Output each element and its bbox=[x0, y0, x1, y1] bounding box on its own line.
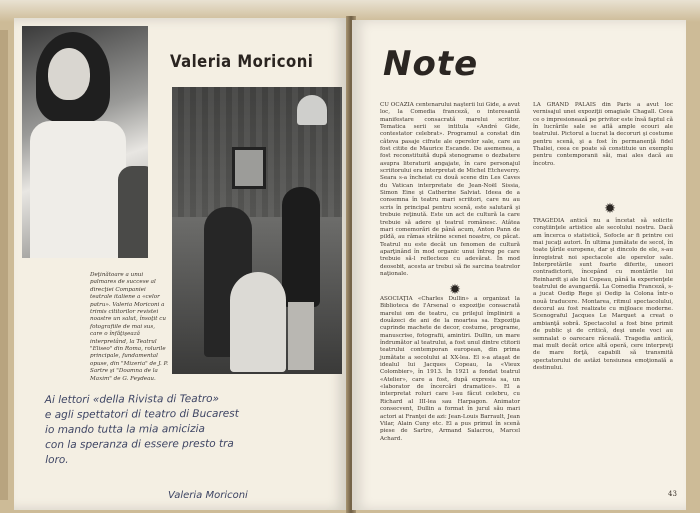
portrait-photo bbox=[22, 26, 148, 258]
page-edges bbox=[0, 30, 8, 500]
handwritten-line: io mando tutta la mia amicizia bbox=[44, 422, 205, 437]
handwritten-line: e agli spettatori di teatro di Bucarest bbox=[44, 407, 239, 422]
handwritten-line: loro. bbox=[45, 453, 69, 467]
article-title: Valeria Moriconi bbox=[170, 52, 314, 71]
ornament-icon: ✹ bbox=[604, 201, 616, 217]
note-dullin: ASOCIAŢIA «Charles Dullin» a organizat la Biblioteca de l'Arsenal o expoziţie consacrată marelui om de teatru, cu prilejul împlinirii a douăzeci de ani de la moartea sa. Expoziţia cuprinde machete de decor, costume, programe, manuscrise, fotografii, amintiri. Dullin, un mare îndrumător al teatrului, a fost unul dintre ctitorii teatrului contemporan european, din prima jumătate a secolului al XX-lea. El s-a ataşat de idealul lui Jacques Copeau, la «Vieux Colombier», în 1913. În 1921 a fondat teatrul «Atelier», care a fost, după expresia sa, un «laborator de încercări dramatice». El a interpretat roluri care l-au făcut celebru, cu Richard al III-lea sau Harpagon. Animator consecvent, Dullin a format în jurul său mari actori ai Franţei de azi: Jean-Louis Barrault, Jean Vilar, Alain Cuny etc. El a pus primul în scenă piese de Sartre, Armand Salacrou, Marcel Achard. bbox=[380, 296, 520, 442]
page-number: 43 bbox=[668, 490, 677, 498]
handwritten-note bbox=[45, 391, 346, 468]
photo-caption: Deţinătoare a unui palmares de succese al direcţiei Companiei teatrale italiene a «celor patru». Valeria Moriconi a trimis cititorilor revistei noastre un salut, însoţit cu fotografiile de mai sus, care o înfăţişează interpretând, la Teatrul "Eliseo" din Roma, rolurile principale, fundamental opuse, din "Mizeria" de J. P. Sartre şi "Doamna de la Maxim" de G. Feydeau. bbox=[90, 272, 168, 382]
signature: Valeria Moriconi bbox=[168, 490, 248, 501]
handwritten-line: con la speranza di essere presto tra bbox=[45, 437, 234, 452]
ornament-icon: ✹ bbox=[449, 282, 461, 298]
note-gide: CU OCAZIA centenarului naşterii lui Gide, a avut loc, la Comedia franceză, o interesantă manifestare consacrată marelui scriitor. Tematica serii se intitula «André Gide, contestator celebrat». Programul a constat din câteva pasaje cifrate ale operelor sale, care au fost citite de Maurice Escande. De asemenea, a fost reconstituită după stenograme o dezbatere asupra literaturii angajate, în care personajul scriitorului era interpretat de Michel Etcheverry. Seara s-a încheiat cu două scene din Les Caves du Vatican interpretate de Jean-Noël Sissia, Simon Eine şi Catherine Salviat. Ideea de a consemna în teatru mari scriitori, care nu au scris în principal pentru scenă, este salutară şi trebuie reţinută. Este un act de cultură la care trebuie să adere şi teatrul românesc. Atâtea mari comemorări de până acum, Anton Pann de pildă, au rămas străine scenei noastre, ce păcat. Teatrul nu este decât un fenomen de cultură aparţinând în mod organic unui întreg pe care trebuie să-l reflecteze cu adevărat. În mod deosebit, acesta ar trebui să fie sarcina teatrelor naţionale. bbox=[380, 102, 520, 277]
stage-photo bbox=[172, 87, 342, 374]
section-title: Note bbox=[383, 44, 479, 84]
handwritten-line: Ai lettori «della Rivista di Teatro» bbox=[44, 392, 220, 407]
note-tragedia: TRAGEDIA antică nu a încetat să solicite conştiinţele artistice ale secolului nostru. Dacă am încerca o statistică, Sofocle ar fi printre cei mai jucaţi autori. În ultima jumătate de secol, în toate ţările europene, dar şi dincolo de ele, s-au înregistrat noi spectacole ale operelor sale. Interpretările sunt foarte diferite, uneori contradictorii, începând cu montările lui Reinhardt şi ale lui Copeau, până la experienţele teatrului de avangardă. La Comedia Franceză, s-a jucat Oedip Rege şi Oedip la Colona într-o nouă traducere. Montarea, ritmul spectacolului, decorul au fost realizate cu mijloace moderne. Scenograful Jacques Le Marquet a creat o ambianţă sobră. Spectacolul a fost bine primit de public şi de critică, deşi unele voci au semnalat o oarecare răceală. Tragedia antică, mai mult decât orice altă operă, cere interpreţi de mare forţă, capabili să transmită spectatorului de astăzi tensiunea emoţională a destinului. bbox=[533, 218, 673, 371]
note-chagall: LA GRAND PALAIS din Paris a avut loc vernisajul unei expoziţii omagiale Chagall. Ceea ce o impresionează pe privitor este însă faptul că în lucrările sale se află ample ecouri ale teatrului. Pictorul a lucrat la decoruri şi costume pentru scenă, şi a fost în permanenţă fidel Thaliei, ceea ce poate să constituie un exemplu pentru contemporanii săi, mai ales dacă au încotro. bbox=[533, 102, 673, 167]
